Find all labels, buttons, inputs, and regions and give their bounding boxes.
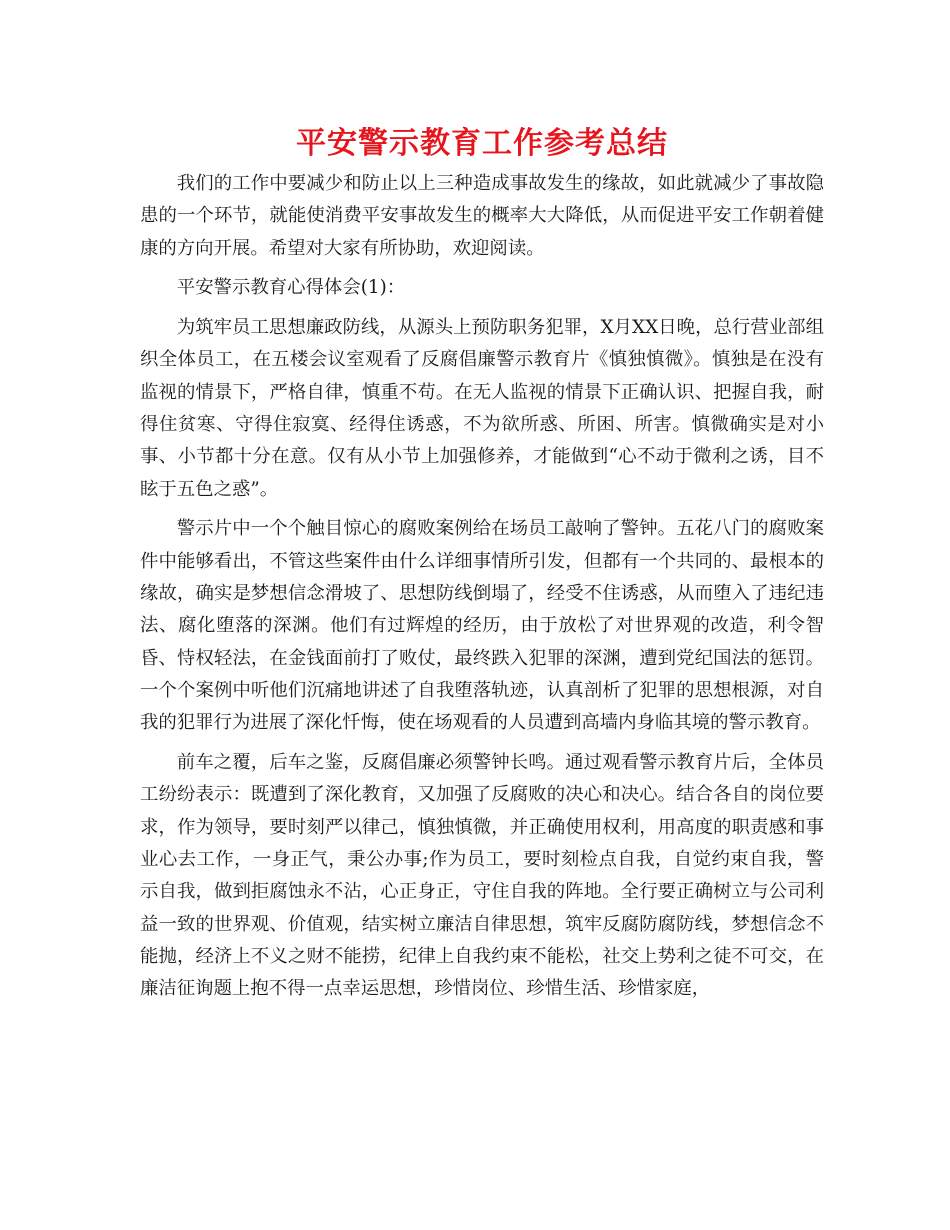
body-paragraph: 警示片中一个个触目惊心的腐败案例给在场员工敲响了警钟。五花八门的腐败案件中能够看出，不管这些案件由什么详细事情所引发，但都有一个共同的、最根本的缘故，确实是梦想信念滑坡了、思想防线倒塌了，经受不住诱惑，从而堕入了违纪违法、腐化堕落的深渊。他们有过辉煌的经历，由于放松了对世界观的改造，利令智昏、恃权轻法，在金钱面前打了败仗，最终跌入犯罪的深渊，遭到党纪国法的惩罚。一个个案例中听他们沉痛地讲述了自我堕落轨迹，认真剖析了犯罪的思想根源，对自我的犯罪行为进展了深化忏悔，使在场观看的人员遭到高墙内身临其境的警示教育。 — [140, 518, 824, 734]
section-heading: 平安警示教育心得体会(1)： — [176, 277, 406, 299]
intro-paragraph: 我们的工作中要减少和防止以上三种造成事故发生的缘故，如此就减少了事故隐患的一个环节，就能使消费平安事故发生的概率大大降低，从而促进平安工作朝着健康的方向开展。希望对大家有所协助，欢迎阅读。 — [140, 173, 824, 259]
body-paragraph: 前车之覆，后车之鉴，反腐倡廉必须警钟长鸣。通过观看警示教育片后，全体员工纷纷表示：既遭到了深化教育，又加强了反腐败的决心和决心。结合各自的岗位要求，作为领导，要时刻严以律己，慎独慎微，并正确使用权利，用高度的职责感和事业心去工作，一身正气，秉公办事;作为员工，要时刻检点自我，自觉约束自我，警示自我，做到拒腐蚀永不沾，心正身正，守住自我的阵地。全行要正确树立与公司利益一致的世界观、价值观，结实树立廉洁自律思想，筑牢反腐防腐防线，梦想信念不能抛，经济上不义之财不能捞，纪律上自我约束不能松，社交上势利之徒不可交，在廉洁征询题上抱不得一点幸运思想，珍惜岗位、珍惜生活、珍惜家庭， — [140, 752, 824, 1000]
document-title: 平安警示教育工作参考总结 — [296, 126, 668, 161]
body-paragraph: 为筑牢员工思想廉政防线，从源头上预防职务犯罪，X月XX日晚，总行营业部组织全体员工，在五楼会议室观看了反腐倡廉警示教育片《慎独慎微》。慎独是在没有监视的情景下，严格自律，慎重不苟。在无人监视的情景下正确认识、把握自我，耐得住贫寒、守得住寂寞、经得住诱惑，不为欲所惑、所困、所害。慎微确实是对小事、小节都十分在意。仅有从小节上加强修养，才能做到“心不动于微利之诱，目不眩于五色之惑”。 — [140, 317, 824, 500]
document-page — [140, 122, 824, 1013]
